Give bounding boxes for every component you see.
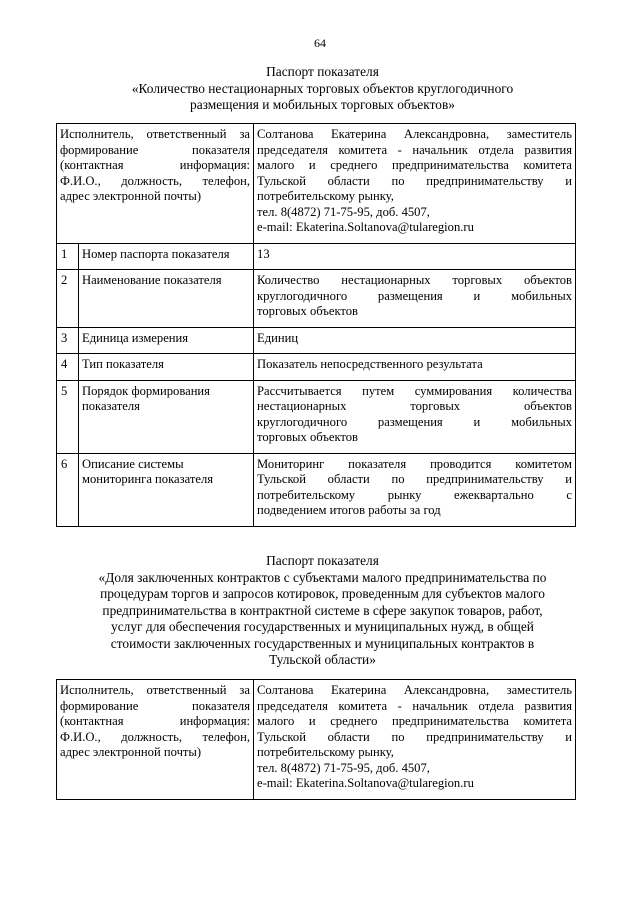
row-number: 6 xyxy=(57,453,79,526)
passport-2-table xyxy=(56,679,576,800)
table-row xyxy=(57,243,576,270)
row-value: Показатель непосредственного результата xyxy=(254,354,576,381)
row-number: 2 xyxy=(57,270,79,328)
table-row xyxy=(57,380,576,453)
table-row xyxy=(57,453,576,526)
title-line: процедурам торгов и запросов котировок, проведенным для субъектов малого xyxy=(100,586,545,601)
table-row xyxy=(57,354,576,381)
row-label: Порядок формирования показателя xyxy=(79,380,254,453)
row-label: Тип показателя xyxy=(79,354,254,381)
row-value: Единиц xyxy=(254,327,576,354)
page-number: 64 xyxy=(314,36,326,50)
row-label: Номер паспорта показателя xyxy=(79,243,254,270)
executor-row xyxy=(57,680,576,800)
row-label: Наименование показателя xyxy=(79,270,254,328)
title-line: размещения и мобильных торговых объектов» xyxy=(190,97,455,112)
row-number: 4 xyxy=(57,354,79,381)
row-value: 13 xyxy=(254,243,576,270)
passport-1-table xyxy=(56,123,576,527)
title-line: Тульской области» xyxy=(269,652,376,667)
row-label: Описание системы мониторинга показателя xyxy=(79,453,254,526)
row-label: Единица измерения xyxy=(79,327,254,354)
passport-2-title xyxy=(40,553,605,669)
title-line: «Доля заключенных контрактов с субъектами малого предпринимательства по xyxy=(98,569,547,585)
row-value: Мониторинг показателя проводится комитетом Тульской области по предпринимательству и потребительскому рынку ежеквартально с подведением итогов работы за год xyxy=(254,453,576,526)
executor-value: Солтанова Екатерина Александровна, заместитель председателя комитета - начальник отдела развития малого и среднего предпринимательства комитета Тульской области по предпринимательству и потребительскому рынку, тел. 8(4872) 71-75-95, доб. 4507, e-mail: Ekaterina.Soltanova@tularegion.ru xyxy=(254,124,576,244)
title-line: предпринимательства в контрактной системе в сфере закупок товаров, работ, xyxy=(102,602,543,618)
row-number: 5 xyxy=(57,380,79,453)
executor-label: Исполнитель, ответственный за формирование показателя (контактная информация: Ф.И.О., должность, телефон, адрес электронной почты) xyxy=(57,124,254,244)
title-line: стоимости заключенных государственных и муниципальных контрактов в xyxy=(110,635,535,651)
row-value: Рассчитывается путем суммирования количества нестационарных торговых объектов круглогодичного размещения и мобильных торговых объектов xyxy=(254,380,576,453)
executor-value: Солтанова Екатерина Александровна, заместитель председателя комитета - начальник отдела развития малого и среднего предпринимательства комитета Тульской области по предпринимательству и потребительскому рынку, тел. 8(4872) 71-75-95, доб. 4507, e-mail: Ekaterina.Soltanova@tularegion.ru xyxy=(254,680,576,800)
executor-row xyxy=(57,124,576,244)
row-number: 3 xyxy=(57,327,79,354)
table-row xyxy=(57,270,576,328)
table-row xyxy=(57,327,576,354)
title-line: Паспорт показателя xyxy=(266,553,379,568)
title-line: услуг для обеспечения государственных и муниципальных нужд, в общей xyxy=(111,619,534,634)
title-line: Паспорт показателя xyxy=(266,64,379,79)
title-line: «Количество нестационарных торговых объектов круглогодичного xyxy=(131,80,514,96)
passport-1-title xyxy=(40,64,605,114)
row-number: 1 xyxy=(57,243,79,270)
executor-label: Исполнитель, ответственный за формирование показателя (контактная информация: Ф.И.О., должность, телефон, адрес электронной почты) xyxy=(57,680,254,800)
row-value: Количество нестационарных торговых объектов круглогодичного размещения и мобильных торговых объектов xyxy=(254,270,576,328)
